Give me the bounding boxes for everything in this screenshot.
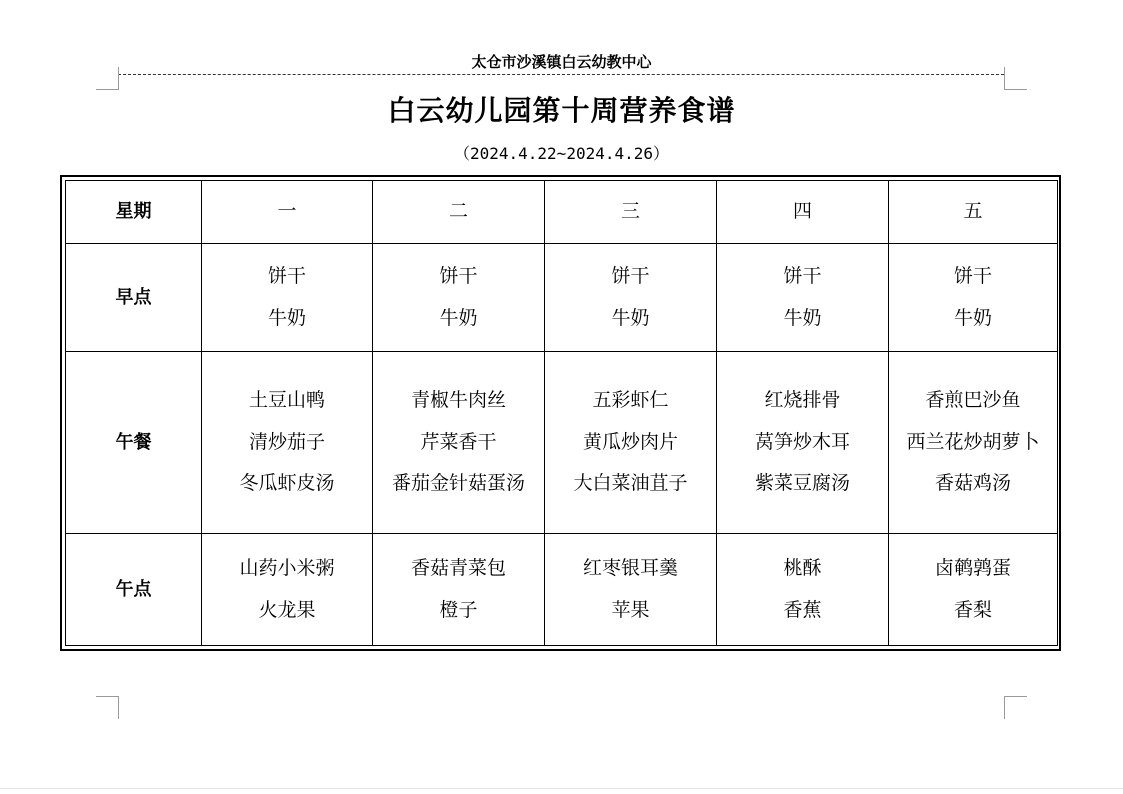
dish-item: 牛奶 xyxy=(783,306,822,329)
menu-cell xyxy=(202,534,373,646)
meal-label-cell: 午餐 xyxy=(66,352,202,534)
dish-item: 冬瓜虾皮汤 xyxy=(239,472,335,495)
table-row-afternoon-snack xyxy=(66,534,1058,646)
menu-cell xyxy=(717,352,889,534)
dish-item: 饼干 xyxy=(953,265,992,287)
menu-cell xyxy=(717,534,889,646)
menu-cell xyxy=(889,534,1058,646)
corner-header-cell: 星期 xyxy=(66,181,202,244)
crop-mark-top-left xyxy=(96,67,119,90)
dish-item: 牛奶 xyxy=(953,306,992,329)
dish-item: 橙子 xyxy=(439,598,478,621)
dish-item: 大白菜油苴子 xyxy=(573,472,688,495)
dish-item: 清炒茄子 xyxy=(248,430,325,453)
meal-label-cell: 早点 xyxy=(66,244,202,352)
header-organization: 太仓市沙溪镇白云幼教中心 xyxy=(471,53,652,71)
menu-cell xyxy=(545,352,717,534)
menu-table xyxy=(65,180,1058,646)
day-header-cell: 一 xyxy=(202,181,373,244)
dish-item: 青椒牛肉丝 xyxy=(410,389,506,412)
dish-item: 牛奶 xyxy=(439,306,478,329)
table-row-lunch xyxy=(66,352,1058,534)
dish-item: 莴笋炒木耳 xyxy=(754,430,850,453)
dish-item: 饼干 xyxy=(267,265,306,287)
menu-cell xyxy=(545,534,717,646)
menu-cell xyxy=(202,352,373,534)
dish-item: 西兰花炒胡萝卜 xyxy=(906,430,1040,453)
dish-item: 香煎巴沙鱼 xyxy=(925,389,1021,412)
day-header-cell: 三 xyxy=(545,181,717,244)
dish-item: 饼干 xyxy=(439,265,478,287)
dish-item: 香梨 xyxy=(953,598,992,621)
header-divider xyxy=(118,74,1004,75)
dish-item: 饼干 xyxy=(783,265,822,287)
dish-item: 红烧排骨 xyxy=(764,389,841,412)
dish-item: 卤鹌鹑蛋 xyxy=(934,557,1011,579)
menu-cell xyxy=(717,244,889,352)
page-bottom-edge xyxy=(0,788,1123,789)
document-title: 白云幼儿园第十周营养食谱 xyxy=(387,94,736,127)
crop-mark-top-right xyxy=(1004,67,1027,90)
menu-cell xyxy=(373,534,545,646)
dish-item: 饼干 xyxy=(611,265,650,287)
dish-item: 红枣银耳羹 xyxy=(582,557,678,579)
dish-item: 桃酥 xyxy=(783,557,822,579)
crop-mark-bottom-left xyxy=(96,696,119,719)
meal-label-cell: 午点 xyxy=(66,534,202,646)
menu-cell xyxy=(373,352,545,534)
day-header-cell: 五 xyxy=(889,181,1058,244)
crop-mark-bottom-right xyxy=(1004,696,1027,719)
dish-item: 土豆山鸭 xyxy=(248,389,325,412)
dish-item: 苹果 xyxy=(611,598,650,621)
dish-item: 五彩虾仁 xyxy=(592,389,669,412)
menu-cell xyxy=(889,244,1058,352)
day-header-cell: 四 xyxy=(717,181,889,244)
day-header-cell: 二 xyxy=(373,181,545,244)
dish-item: 黄瓜炒肉片 xyxy=(582,430,678,453)
menu-table-frame xyxy=(60,175,1061,651)
dish-item: 芹菜香干 xyxy=(420,430,497,453)
dish-item: 紫菜豆腐汤 xyxy=(754,472,850,495)
dish-item: 牛奶 xyxy=(267,306,306,329)
dish-item: 香菇鸡汤 xyxy=(934,472,1011,495)
table-header-row xyxy=(66,181,1058,244)
document-date-range: （2024.4.22~2024.4.26） xyxy=(453,144,670,163)
menu-cell xyxy=(373,244,545,352)
menu-cell xyxy=(202,244,373,352)
dish-item: 火龙果 xyxy=(258,598,316,621)
menu-cell xyxy=(545,244,717,352)
dish-item: 香蕉 xyxy=(783,598,822,621)
table-row-breakfast xyxy=(66,244,1058,352)
dish-item: 山药小米粥 xyxy=(239,557,335,579)
dish-item: 香菇青菜包 xyxy=(410,557,506,579)
dish-item: 牛奶 xyxy=(611,306,650,329)
dish-item: 番茄金针菇蛋汤 xyxy=(391,472,525,495)
menu-cell xyxy=(889,352,1058,534)
